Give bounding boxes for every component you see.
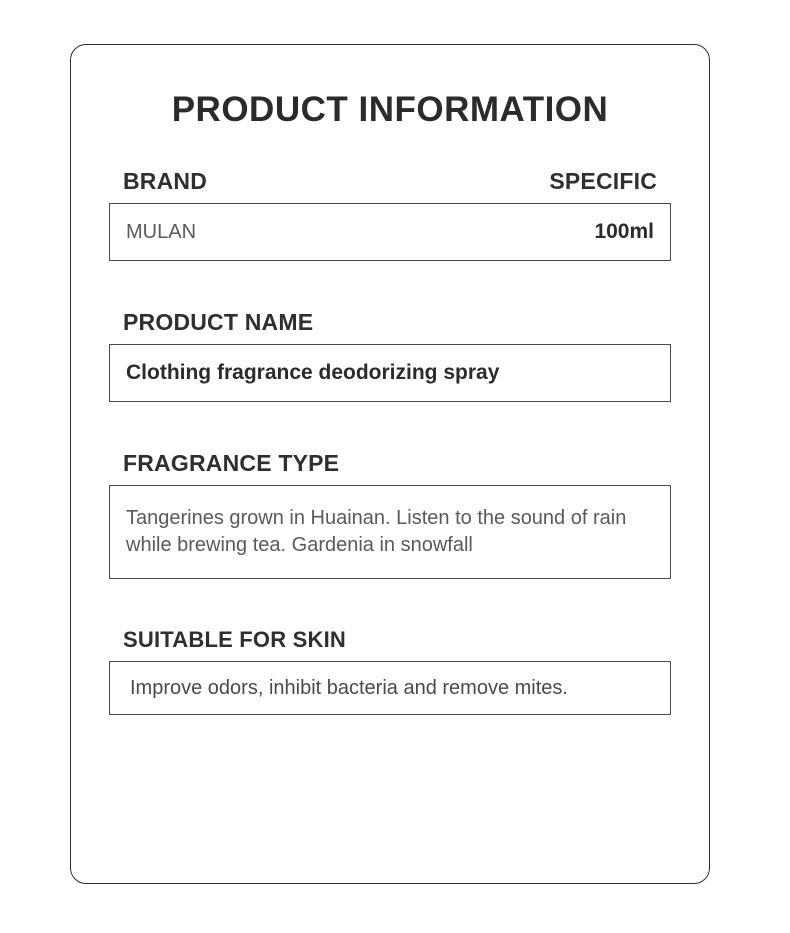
specific-value: 100ml bbox=[594, 220, 654, 243]
product-information-card bbox=[70, 44, 710, 884]
suitable-for-skin-label: SUITABLE FOR SKIN bbox=[123, 627, 346, 652]
page-title: PRODUCT INFORMATION bbox=[171, 90, 609, 129]
suitable-for-skin-value-box bbox=[109, 661, 671, 715]
brand-value: MULAN bbox=[126, 220, 197, 243]
product-name-value: Clothing fragrance deodorizing spray bbox=[126, 361, 500, 384]
fragrance-type-label: FRAGRANCE TYPE bbox=[123, 450, 340, 476]
product-name-label: PRODUCT NAME bbox=[123, 309, 314, 335]
fragrance-type-value: Tangerines grown in Huainan. Listen to the sound of rain while brewing tea. Gardenia in snowfall bbox=[126, 507, 627, 556]
fragrance-type-value-box bbox=[109, 485, 671, 579]
specific-label: SPECIFIC bbox=[549, 168, 657, 194]
brand-label-row bbox=[109, 168, 671, 195]
suitable-for-skin-label-row bbox=[109, 627, 671, 653]
product-name-label-row bbox=[109, 309, 671, 336]
fragrance-type-section bbox=[109, 450, 671, 579]
brand-section bbox=[109, 168, 671, 261]
brand-value-box bbox=[109, 203, 671, 261]
fragrance-type-label-row bbox=[109, 450, 671, 477]
suitable-for-skin-value: Improve odors, inhibit bacteria and remove mites. bbox=[130, 676, 568, 699]
product-name-value-box bbox=[109, 344, 671, 402]
brand-label: BRAND bbox=[123, 168, 208, 194]
product-name-section bbox=[109, 309, 671, 402]
suitable-for-skin-section bbox=[109, 627, 671, 715]
